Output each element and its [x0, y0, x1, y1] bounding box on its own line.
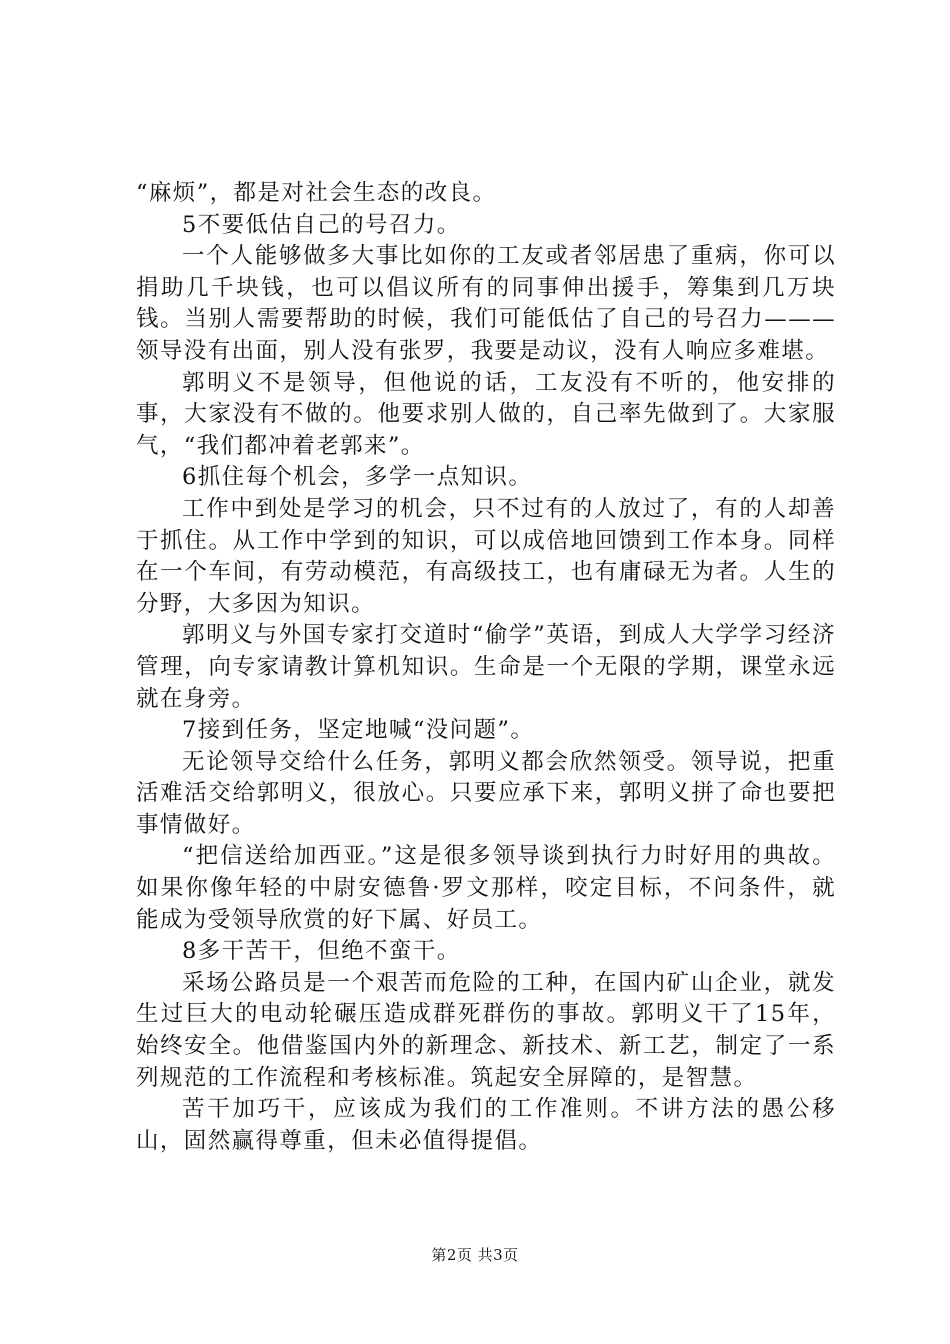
heading-8: 8多干苦干，但绝不蛮干。: [182, 938, 461, 965]
heading-6: 6抓住每个机会，多学一点知识。: [182, 464, 533, 491]
page-number-footer: 第2页 共3页: [431, 1246, 519, 1264]
heading-5: 5不要低估自己的号召力。: [182, 211, 461, 238]
paragraph-4: 郭明义不是领导，但他说的话，工友没有不听的，他安排的事，大家没有不做的。他要求别人做的，自己率先做到了。大家服气，“我们都冲着老郭来”。: [136, 369, 836, 459]
paragraph-6: 工作中到处是学习的机会，只不过有的人放过了，有的人却善于抓住。从工作中学到的知识，可以成倍地回馈到工作本身。同样在一个车间，有劳动模范，有高级技工，也有庸碌无为者。人生的分野，大多因为知识。: [136, 495, 836, 617]
paragraph-7: 郭明义与外国专家打交道时“偷学”英语，到成人大学学习经济管理，向专家请教计算机知识。生命是一个无限的学期，课堂永远就在身旁。: [136, 622, 836, 712]
paragraph-10: “把信送给加西亚。”这是很多领导谈到执行力时好用的典故。如果你像年轻的中尉安德鲁·罗文那样，咬定目标，不问条件，就能成为受领导欣赏的好下属、好员工。: [136, 843, 836, 933]
document-body: [136, 178, 836, 1157]
heading-7: 7接到任务，坚定地喊“没问题”。: [182, 717, 535, 744]
paragraph-12: 采场公路员是一个艰苦而危险的工种，在国内矿山企业，就发生过巨大的电动轮碾压造成群死群伤的事故。郭明义干了15年，始终安全。他借鉴国内外的新理念、新技术、新工艺，制定了一系列规范的工作流程和考核标准。筑起安全屏障的，是智慧。: [136, 969, 836, 1091]
paragraph-3: 一个人能够做多大事比如你的工友或者邻居患了重病，你可以捐助几千块钱，也可以倡议所有的同事伸出援手，筹集到几万块钱。当别人需要帮助的时候，我们可能低估了自己的号召力———领导没有出面，别人没有张罗，我要是动议，没有人响应多难堪。: [136, 243, 836, 364]
paragraph-13: 苦干加巧干，应该成为我们的工作准则。不讲方法的愚公移山，固然赢得尊重，但未必值得提倡。: [136, 1096, 836, 1154]
paragraph-9: 无论领导交给什么任务，郭明义都会欣然领受。领导说，把重活难活交给郭明义，很放心。只要应承下来，郭明义拼了命也要把事情做好。: [136, 748, 836, 838]
paragraph-1: “麻烦”，都是对社会生态的改良。: [136, 180, 497, 206]
